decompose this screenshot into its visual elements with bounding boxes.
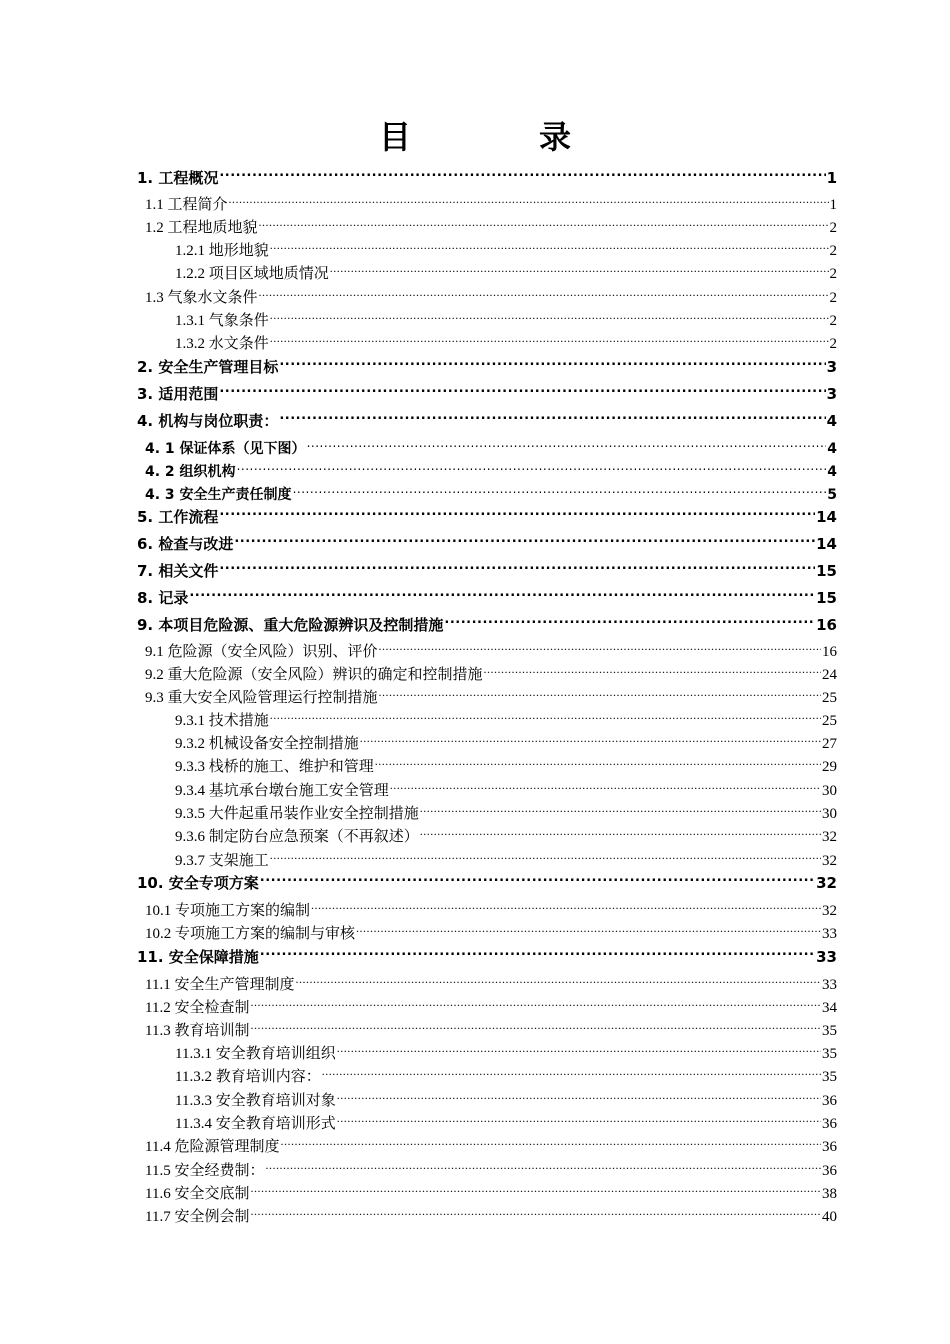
toc-entry[interactable] [175, 1036, 837, 1062]
toc-entry[interactable] [137, 350, 837, 376]
toc-entry[interactable] [175, 773, 837, 799]
toc-entry-label: 9.3 重大安全风险管理运行控制措施 [145, 690, 378, 706]
dot-leader [337, 1036, 821, 1058]
toc-entry-label: 1. 工程概况 [137, 169, 219, 187]
toc-entry-page-number: 14 [816, 535, 837, 553]
toc-entry-page-number: 36 [822, 1116, 837, 1132]
toc-entry-label: 7. 相关文件 [137, 562, 219, 580]
dot-leader [379, 634, 821, 656]
toc-entry-label: 3. 适用范围 [137, 385, 219, 403]
dot-leader [259, 280, 829, 302]
toc-entry-label: 1.3.2 水文条件 [175, 336, 269, 352]
toc-entry-page-number: 32 [822, 903, 837, 919]
toc-entry-label: 8. 记录 [137, 589, 189, 607]
toc-entry-label: 1.1 工程简介 [145, 197, 228, 213]
dot-leader [270, 326, 829, 348]
toc-entry-page-number: 33 [816, 948, 837, 966]
dot-leader [330, 256, 829, 278]
toc-entry[interactable] [145, 1013, 837, 1039]
toc-entry-page-number: 2 [829, 336, 837, 352]
toc-entry-page-number: 5 [827, 487, 837, 503]
toc-entry[interactable] [145, 431, 837, 457]
toc-entry-label: 4. 3 安全生产责任制度 [145, 487, 292, 503]
toc-entry-page-number: 29 [822, 759, 837, 775]
toc-entry[interactable] [145, 477, 837, 503]
toc-entry[interactable] [137, 554, 837, 580]
page-title: 目 录 [378, 118, 619, 156]
toc-entry-page-number: 4 [827, 441, 837, 457]
toc-entry[interactable] [175, 749, 837, 775]
toc-entry[interactable] [137, 404, 837, 430]
toc-entry[interactable] [175, 326, 837, 352]
toc-entry-label: 10.1 专项施工方案的编制 [145, 903, 311, 919]
toc-entry[interactable] [175, 726, 837, 752]
dot-leader [356, 916, 821, 938]
toc-entry[interactable] [137, 581, 837, 607]
toc-entry-page-number: 38 [822, 1186, 837, 1202]
dot-leader [360, 726, 821, 748]
toc-entry-label: 11.2 安全检查制 [145, 1000, 250, 1016]
toc-entry[interactable] [145, 210, 837, 236]
toc-entry-page-number: 2 [829, 266, 837, 282]
dot-leader [250, 1176, 821, 1198]
toc-entry-label: 10. 安全专项方案 [137, 874, 259, 892]
toc-entry-label: 4. 1 保证体系（见下图） [145, 441, 306, 457]
toc-entry-page-number: 30 [822, 783, 837, 799]
toc-entry-label: 9.3.5 大件起重吊装作业安全控制措施 [175, 806, 419, 822]
dot-leader [219, 377, 825, 399]
toc-entry[interactable] [175, 819, 837, 845]
toc-entry[interactable] [175, 256, 837, 282]
toc-entry[interactable] [175, 703, 837, 729]
dot-leader [375, 749, 821, 771]
toc-entry-page-number: 30 [822, 806, 837, 822]
toc-entry[interactable] [145, 990, 837, 1016]
toc-entry-label: 9.2 重大危险源（安全风险）辨识的确定和控制措施 [145, 667, 483, 683]
toc-entry[interactable] [145, 680, 837, 706]
toc-entry-page-number: 16 [822, 644, 837, 660]
toc-entry[interactable] [145, 1129, 837, 1155]
toc-entry[interactable] [175, 1083, 837, 1109]
toc-entry-label: 1.2.1 地形地貌 [175, 243, 269, 259]
toc-entry-page-number: 32 [816, 874, 837, 892]
toc-entry[interactable] [175, 796, 837, 822]
toc-entry-label: 11.3.3 安全教育培训对象 [175, 1093, 336, 1109]
toc-entry-page-number: 2 [829, 243, 837, 259]
dot-leader [237, 454, 827, 476]
dot-leader [444, 608, 815, 630]
toc-entry[interactable] [137, 866, 837, 892]
dot-leader [219, 500, 815, 522]
toc-entry-label: 11.1 安全生产管理制度 [145, 977, 295, 993]
toc-entry-label: 9.3.7 支架施工 [175, 853, 269, 869]
toc-entry-label: 11.4 危险源管理制度 [145, 1139, 280, 1155]
dot-leader [219, 161, 825, 183]
dot-leader [337, 1106, 821, 1128]
toc-entry-page-number: 25 [822, 690, 837, 706]
toc-entry[interactable] [145, 1199, 837, 1225]
toc-entry[interactable] [137, 161, 837, 187]
toc-entry-page-number: 2 [829, 290, 837, 306]
toc-entry-label: 4. 2 组织机构 [145, 464, 236, 480]
toc-entry-page-number: 35 [822, 1046, 837, 1062]
toc-entry-page-number: 14 [816, 508, 837, 526]
dot-leader [379, 680, 821, 702]
toc-entry[interactable] [175, 843, 837, 869]
toc-entry[interactable] [145, 280, 837, 306]
toc-entry[interactable] [137, 608, 837, 634]
dot-leader [250, 1199, 821, 1221]
dot-leader [484, 657, 821, 679]
toc-entry-page-number: 36 [822, 1093, 837, 1109]
toc-entry[interactable] [145, 967, 837, 993]
dot-leader [293, 477, 827, 499]
toc-entry-page-number: 4 [826, 412, 837, 430]
dot-leader [279, 350, 825, 372]
toc-entry-label: 1.2 工程地质地貌 [145, 220, 258, 236]
dot-leader [189, 581, 815, 603]
toc-entry-page-number: 3 [826, 385, 837, 403]
toc-entry-page-number: 15 [816, 589, 837, 607]
dot-leader [322, 1059, 821, 1081]
dot-leader [270, 303, 829, 325]
toc-entry[interactable] [145, 634, 837, 660]
dot-leader [337, 1083, 821, 1105]
toc-entry[interactable] [145, 454, 837, 480]
dot-leader [250, 990, 821, 1012]
toc-entry[interactable] [145, 1153, 837, 1179]
dot-leader [270, 843, 821, 865]
dot-leader [420, 819, 821, 841]
toc-entry-label: 9.3.3 栈桥的施工、维护和管理 [175, 759, 374, 775]
toc-entry-label: 9.3.1 技术措施 [175, 713, 269, 729]
toc-entry-page-number: 1 [829, 197, 837, 213]
toc-entry-page-number: 16 [816, 616, 837, 634]
toc-entry-page-number: 36 [822, 1163, 837, 1179]
toc-entry-label: 9. 本项目危险源、重大危险源辨识及控制措施 [137, 616, 444, 634]
dot-leader [311, 893, 821, 915]
toc-entry-label: 11.7 安全例会制 [145, 1209, 250, 1225]
dot-leader [279, 404, 825, 426]
toc-entry-label: 11. 安全保障措施 [137, 948, 259, 966]
toc-entry-label: 1.3.1 气象条件 [175, 313, 269, 329]
toc-entry-label: 5. 工作流程 [137, 508, 219, 526]
toc-entry-label: 9.3.6 制定防台应急预案（不再叙述） [175, 829, 419, 845]
dot-leader [420, 796, 821, 818]
toc-entry-page-number: 3 [826, 358, 837, 376]
dot-leader [229, 187, 829, 209]
dot-leader [219, 554, 815, 576]
toc-entry[interactable] [175, 233, 837, 259]
toc-entry-page-number: 33 [822, 926, 837, 942]
toc-entry-page-number: 33 [822, 977, 837, 993]
toc-entry[interactable] [145, 916, 837, 942]
toc-entry-label: 11.3 教育培训制 [145, 1023, 250, 1039]
toc-entry-page-number: 40 [822, 1209, 837, 1225]
toc-entry-page-number: 32 [822, 829, 837, 845]
toc-entry-page-number: 4 [827, 464, 837, 480]
toc-entry[interactable] [145, 1176, 837, 1202]
toc-entry[interactable] [145, 657, 837, 683]
dot-leader [260, 866, 815, 888]
toc-entry-page-number: 15 [816, 562, 837, 580]
toc-entry-page-number: 35 [822, 1023, 837, 1039]
toc-entry-label: 11.3.2 教育培训内容： [175, 1069, 321, 1085]
dot-leader [234, 527, 815, 549]
toc-entry[interactable] [137, 527, 837, 553]
toc-entry-page-number: 2 [829, 220, 837, 236]
dot-leader [265, 1153, 821, 1175]
toc-entry-page-number: 27 [822, 736, 837, 752]
toc-entry[interactable] [145, 893, 837, 919]
toc-entry-label: 9.3.2 机械设备安全控制措施 [175, 736, 359, 752]
toc-entry-label: 4. 机构与岗位职责： [137, 412, 279, 430]
toc-entry-page-number: 25 [822, 713, 837, 729]
dot-leader [307, 431, 827, 453]
toc-entry-label: 1.3 气象水文条件 [145, 290, 258, 306]
toc-entry-label: 11.3.1 安全教育培训组织 [175, 1046, 336, 1062]
dot-leader [270, 233, 829, 255]
toc-entry-label: 10.2 专项施工方案的编制与审核 [145, 926, 356, 942]
toc-entry-page-number: 32 [822, 853, 837, 869]
toc-entry-page-number: 1 [826, 169, 837, 187]
dot-leader [259, 210, 829, 232]
dot-leader [270, 703, 821, 725]
toc-entry-page-number: 36 [822, 1139, 837, 1155]
dot-leader [250, 1013, 821, 1035]
toc-entry-label: 11.6 安全交底制 [145, 1186, 250, 1202]
toc-entry[interactable] [137, 500, 837, 526]
toc-entry-page-number: 2 [829, 313, 837, 329]
toc-entry-label: 9.3.4 基坑承台墩台施工安全管理 [175, 783, 389, 799]
toc-entry[interactable] [175, 1106, 837, 1132]
toc-entry-label: 11.5 安全经费制： [145, 1163, 265, 1179]
dot-leader [280, 1129, 821, 1151]
toc-entry[interactable] [175, 303, 837, 329]
toc-entry-label: 9.1 危险源（安全风险）识别、评价 [145, 644, 378, 660]
dot-leader [295, 967, 821, 989]
dot-leader [260, 940, 815, 962]
toc-entry-label: 6. 检查与改进 [137, 535, 234, 553]
toc-entry[interactable] [145, 187, 837, 213]
toc-entry-label: 1.2.2 项目区域地质情况 [175, 266, 329, 282]
dot-leader [390, 773, 821, 795]
toc-entry-page-number: 35 [822, 1069, 837, 1085]
toc-entry[interactable] [137, 940, 837, 966]
toc-entry[interactable] [137, 377, 837, 403]
toc-entry[interactable] [175, 1059, 837, 1085]
toc-entry-label: 11.3.4 安全教育培训形式 [175, 1116, 336, 1132]
toc-entry-page-number: 24 [822, 667, 837, 683]
toc-entry-label: 2. 安全生产管理目标 [137, 358, 279, 376]
toc-entry-page-number: 34 [822, 1000, 837, 1016]
